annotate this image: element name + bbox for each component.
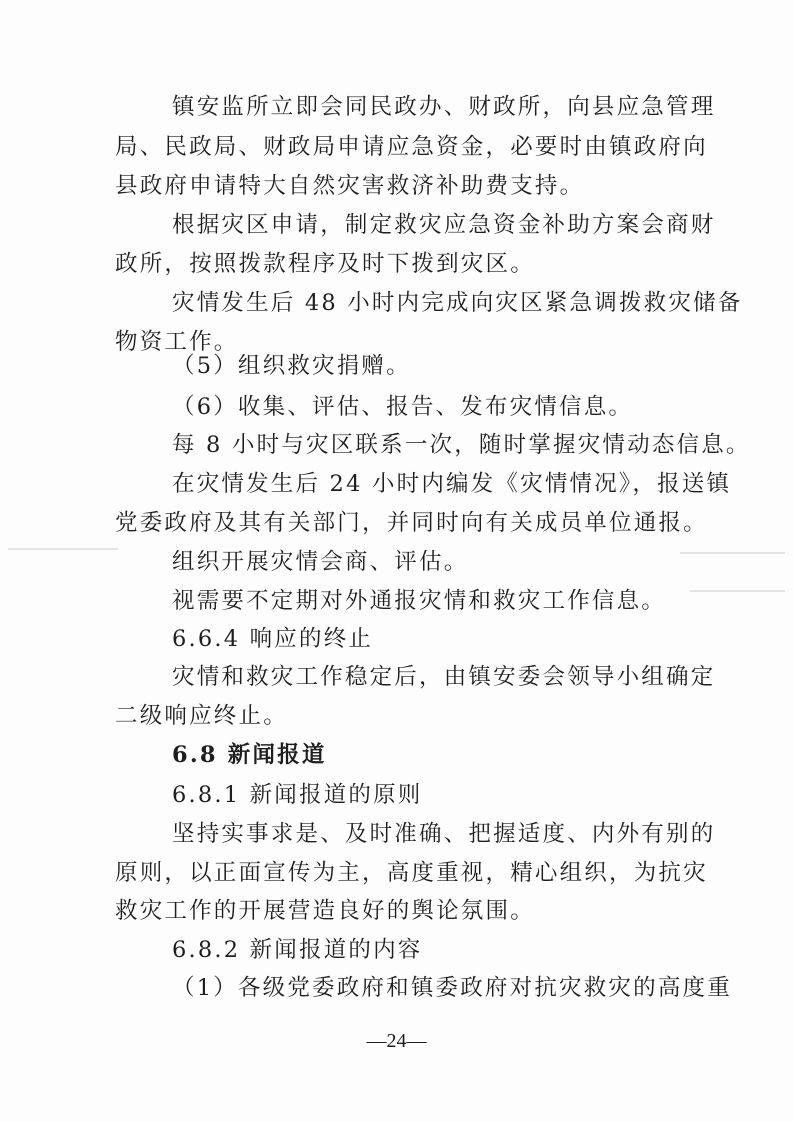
paragraph-line: 局、民政局、财政局申请应急资金，必要时由镇政府向 (115, 134, 708, 160)
subsection-heading: 6.8.2 新闻报道的内容 (172, 937, 423, 963)
section-heading-bold: 6.8 新闻报道 (172, 742, 327, 768)
paragraph-line: 物资工作。 (115, 329, 239, 355)
list-item-heading: （6）收集、评估、报告、发布灾情信息。 (172, 394, 634, 420)
paragraph-line: 根据灾区申请，制定救灾应急资金补助方案会商财 (172, 212, 716, 238)
scan-artifact (680, 552, 785, 554)
list-item-heading: （1）各级党委政府和镇委政府对抗灾救灾的高度重 (172, 975, 732, 1001)
paragraph-line: 党委政府及其有关部门，并同时向有关成员单位通报。 (115, 510, 708, 536)
paragraph-line: 镇安监所立即会同民政办、财政所，向县应急管理 (172, 94, 716, 120)
paragraph-line: 原则，以正面宣传为主，高度重视，精心组织，为抗灾 (115, 860, 708, 886)
paragraph-line: 灾情和救灾工作稳定后，由镇安委会领导小组确定 (172, 664, 716, 690)
paragraph-line: 每 8 小时与灾区联系一次，随时掌握灾情动态信息。 (172, 432, 751, 458)
section-heading: 6.6.4 响应的终止 (172, 626, 374, 652)
paragraph-line: 政所，按照拨款程序及时下拨到灾区。 (115, 251, 535, 277)
paragraph-line: 灾情发生后 48 小时内完成向灾区紧急调拨救灾储备 (172, 290, 743, 316)
scan-artifact (690, 590, 785, 592)
paragraph-line: 县政府申请特大自然灾害救济补助费支持。 (115, 173, 585, 199)
paragraph-line: 救灾工作的开展营造良好的舆论氛围。 (115, 898, 535, 924)
paragraph-line: 坚持实事求是、及时准确、把握适度、内外有别的 (172, 821, 716, 847)
subsection-heading: 6.8.1 新闻报道的原则 (172, 782, 423, 808)
paragraph-line: 视需要不定期对外通报灾情和救灾工作信息。 (172, 588, 667, 614)
paragraph-line: 组织开展灾情会商、评估。 (172, 549, 469, 575)
page-number: —24— (366, 1030, 427, 1052)
list-item-heading: （5）组织救灾捐赠。 (172, 353, 411, 379)
paragraph-line: 二级响应终止。 (115, 703, 288, 729)
scan-artifact (8, 548, 118, 550)
paragraph-line: 在灾情发生后 24 小时内编发《灾情情况》，报送镇 (172, 471, 732, 497)
